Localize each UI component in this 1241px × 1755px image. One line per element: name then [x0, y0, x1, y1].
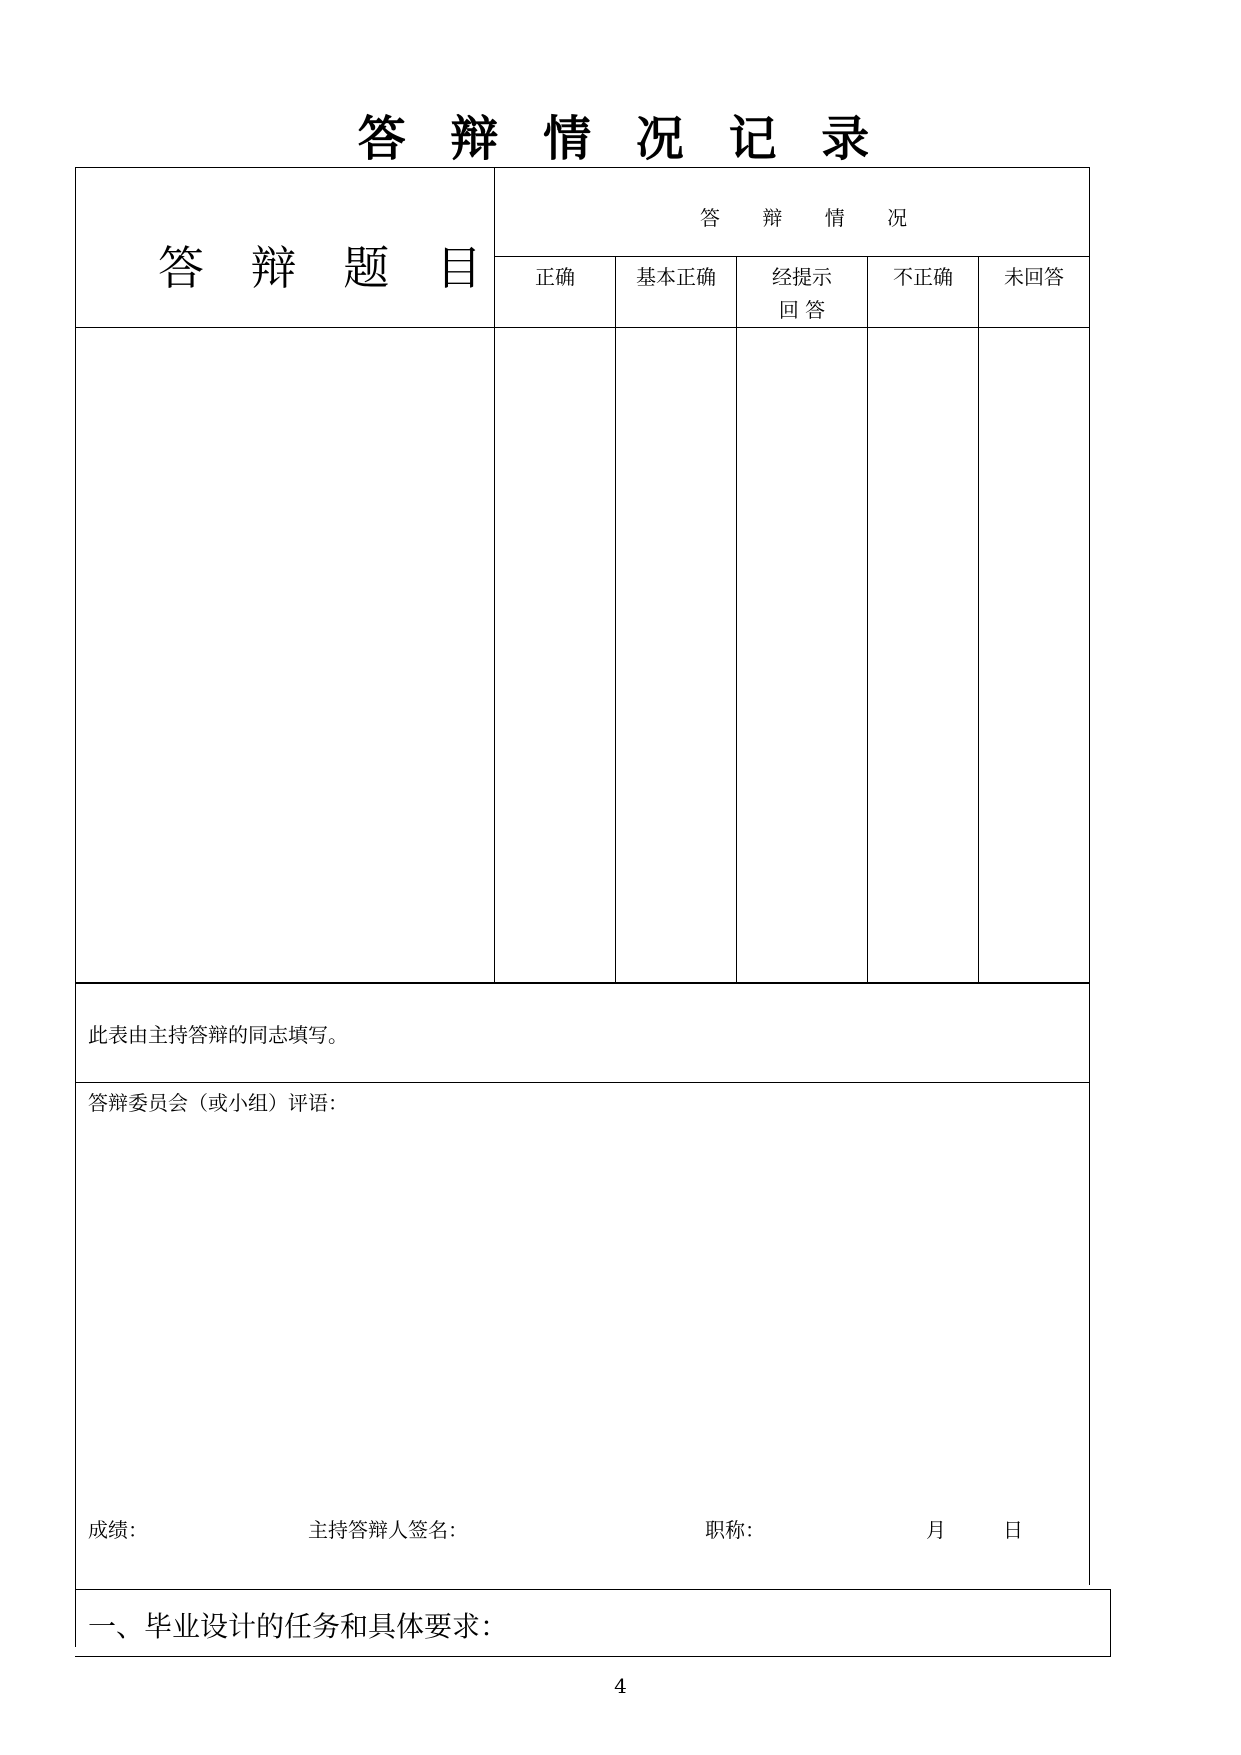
body-bottom-line	[75, 982, 1090, 984]
day-label: 日	[1003, 1518, 1023, 1542]
grade-label: 成绩：	[88, 1518, 148, 1542]
table-note: 此表由主持答辩的同志填写。	[88, 1023, 348, 1047]
column-header-basically-correct: 基本正确	[636, 265, 716, 289]
section-heading: 一、毕业设计的任务和具体要求：	[88, 1610, 509, 1643]
column-divider	[615, 256, 616, 983]
table-border-top	[75, 167, 1090, 168]
month-label: 月	[926, 1518, 946, 1542]
column-divider	[867, 256, 868, 983]
position-label: 职称：	[705, 1518, 765, 1542]
topic-header: 答 辩 题 目	[158, 241, 498, 295]
column-divider	[978, 256, 979, 983]
signature-label: 主持答辩人签名：	[308, 1518, 468, 1542]
status-header: 答 辩 情 况	[700, 206, 926, 230]
column-header-unanswered: 未回答	[1004, 265, 1064, 289]
note-row-bottom-line	[75, 1082, 1090, 1083]
column-header-answered-with-hint: 经提示	[772, 265, 832, 289]
header-bottom-line	[75, 327, 1090, 328]
section-box-right	[1110, 1589, 1111, 1657]
section-box-top	[75, 1589, 1111, 1590]
page-title: 答 辩 情 况 记 录	[357, 111, 884, 167]
column-divider	[736, 256, 737, 983]
table-border-left	[75, 167, 76, 1647]
page-number: 4	[614, 1674, 627, 1698]
column-header-answered-with-hint-line2: 回 答	[778, 298, 826, 322]
section-box-bottom	[75, 1656, 1111, 1657]
status-header-divider	[494, 256, 1090, 257]
column-header-incorrect: 不正确	[893, 265, 953, 289]
table-border-right	[1089, 167, 1090, 1585]
column-header-correct: 正确	[535, 265, 575, 289]
committee-comment-label: 答辩委员会（或小组）评语：	[88, 1091, 348, 1115]
